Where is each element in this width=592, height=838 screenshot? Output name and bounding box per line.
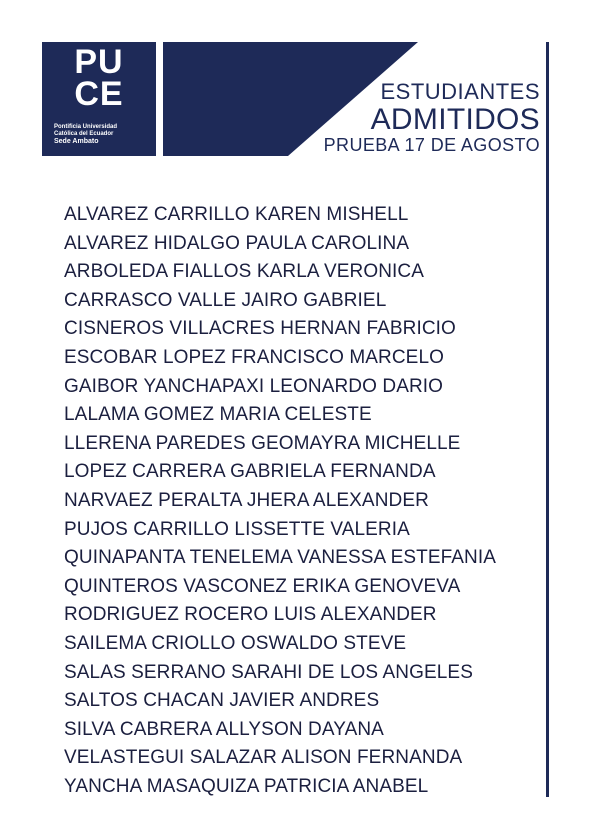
student-name: SILVA CABRERA ALLYSON DAYANA bbox=[64, 718, 384, 740]
right-border-rule bbox=[546, 42, 549, 797]
logo-subtitle-line-2: Católica del Ecuador bbox=[54, 131, 114, 137]
title-admitidos: ADMITIDOS bbox=[370, 103, 540, 136]
student-name: LOPEZ CARRERA GABRIELA FERNANDA bbox=[64, 461, 436, 483]
student-name: CARRASCO VALLE JAIRO GABRIEL bbox=[64, 289, 387, 311]
header-title bbox=[324, 80, 540, 155]
student-name: RODRIGUEZ ROCERO LUIS ALEXANDER bbox=[64, 604, 437, 626]
title-exam-date: PRUEBA 17 DE AGOSTO bbox=[323, 135, 540, 155]
student-name: ALVAREZ CARRILLO KAREN MISHELL bbox=[64, 204, 409, 225]
student-name: ALVAREZ HIDALGO PAULA CAROLINA bbox=[64, 232, 410, 254]
student-name: ARBOLEDA FIALLOS KARLA VERONICA bbox=[64, 261, 425, 283]
student-name: QUINAPANTA TENELEMA VANESSA ESTEFANIA bbox=[64, 547, 497, 569]
logo-wordmark-line-1: PU bbox=[74, 43, 124, 81]
student-name: SALAS SERRANO SARAHI DE LOS ANGELES bbox=[64, 661, 473, 683]
student-name: QUINTEROS VASCONEZ ERIKA GENOVEVA bbox=[64, 575, 461, 597]
logo-wordmark-line-2: CE bbox=[74, 75, 124, 113]
student-name: SALTOS CHACAN JAVIER ANDRES bbox=[64, 690, 380, 712]
student-name: PUJOS CARRILLO LISSETTE VALERIA bbox=[64, 518, 410, 540]
student-name: CISNEROS VILLACRES HERNAN FABRICIO bbox=[64, 318, 456, 340]
student-name: GAIBOR YANCHAPAXI LEONARDO DARIO bbox=[64, 375, 444, 397]
student-name: NARVAEZ PERALTA JHERA ALEXANDER bbox=[64, 489, 429, 511]
student-name: SAILEMA CRIOLLO OSWALDO STEVE bbox=[64, 632, 407, 654]
student-name: YANCHA MASAQUIZA PATRICIA ANABEL bbox=[64, 775, 429, 797]
logo-wordmark bbox=[42, 43, 156, 113]
student-name: LALAMA GOMEZ MARIA CELESTE bbox=[64, 404, 372, 426]
logo-subtitle-line-3: Sede Ambato bbox=[54, 138, 99, 145]
student-name: LLERENA PAREDES GEOMAYRA MICHELLE bbox=[64, 432, 461, 454]
admitted-students-list bbox=[64, 201, 534, 801]
title-estudiantes: ESTUDIANTES bbox=[380, 79, 540, 104]
logo-subtitle-line-1: Pontificia Universidad bbox=[54, 124, 118, 130]
student-name: VELASTEGUI SALAZAR ALISON FERNANDA bbox=[64, 747, 463, 769]
logo-subtitle bbox=[54, 124, 154, 146]
puce-logo bbox=[42, 42, 156, 156]
student-name: ESCOBAR LOPEZ FRANCISCO MARCELO bbox=[64, 346, 445, 368]
